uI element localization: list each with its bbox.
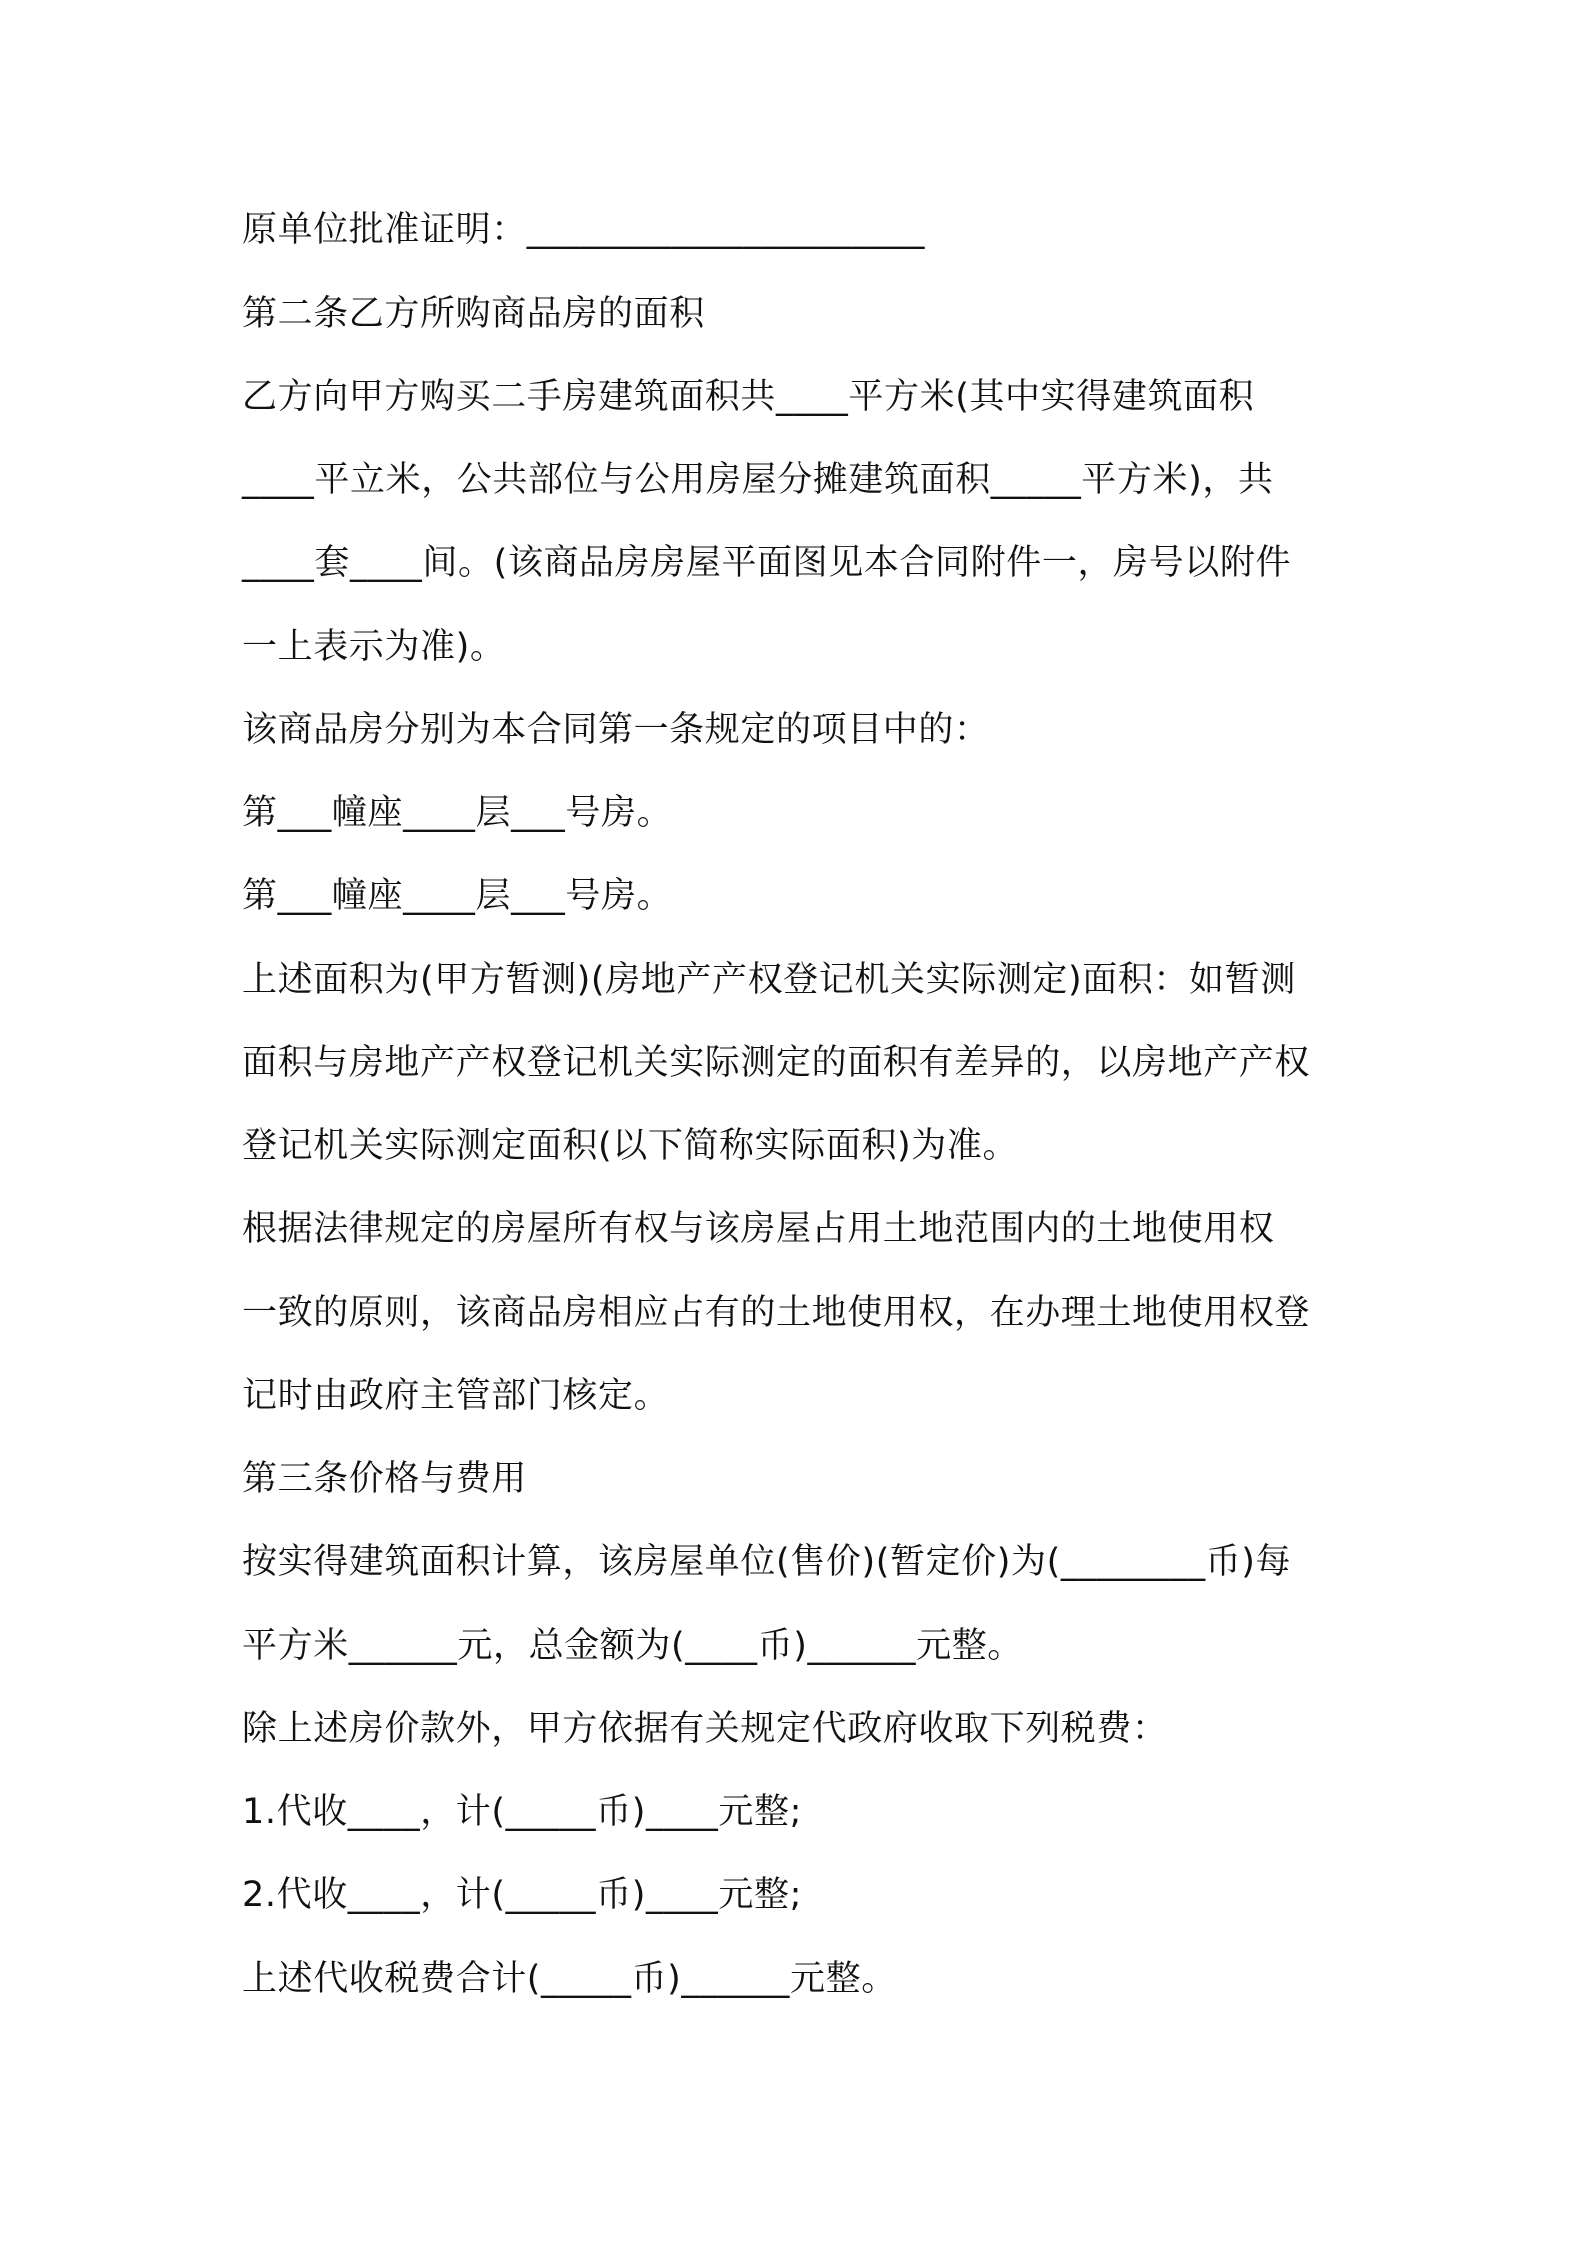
tax-total-line: 上述代收税费合计(_____币)______元整。	[242, 1959, 897, 1999]
price-line-2: 平方米______元，总金额为(____币)______元整。	[242, 1626, 1023, 1666]
article-two-heading: 第二条乙方所购商品房的面积	[242, 294, 705, 334]
measurement-line-1: 上述面积为(甲方暂测)(房地产产权登记机关实际测定)面积：如暂测	[242, 960, 1296, 1000]
tax-item-2: 2.代收____，计(_____币)____元整;	[242, 1875, 802, 1915]
project-intro-line: 该商品房分别为本合同第一条规定的项目中的：	[242, 710, 990, 750]
area-paragraph-line-1: 乙方向甲方购买二手房建筑面积共____平方米(其中实得建筑面积	[242, 377, 1255, 417]
tax-item-1: 1.代收____，计(_____币)____元整;	[242, 1792, 802, 1832]
approval-proof-line: 原单位批准证明：______________________	[242, 210, 926, 250]
article-three-heading: 第三条价格与费用	[242, 1459, 527, 1499]
unit-line-2: 第___幢座____层___号房。	[242, 876, 673, 916]
area-paragraph-line-4: 一上表示为准)。	[242, 627, 506, 667]
unit-line-1: 第___幢座____层___号房。	[242, 793, 673, 833]
area-paragraph-line-3: ____套____间。(该商品房房屋平面图见本合同附件一，房号以附件	[242, 543, 1292, 583]
measurement-line-3: 登记机关实际测定面积(以下简称实际面积)为准。	[242, 1126, 1019, 1166]
measurement-line-2: 面积与房地产产权登记机关实际测定的面积有差异的，以房地产产权	[242, 1043, 1311, 1083]
price-line-1: 按实得建筑面积计算，该房屋单位(售价)(暂定价)为(________币)每	[242, 1542, 1292, 1582]
tax-intro-line: 除上述房价款外，甲方依据有关规定代政府收取下列税费：	[242, 1709, 1168, 1749]
land-use-line-3: 记时由政府主管部门核定。	[242, 1376, 670, 1416]
land-use-line-1: 根据法律规定的房屋所有权与该房屋占用土地范围内的土地使用权	[242, 1209, 1275, 1249]
area-paragraph-line-2: ____平立米，公共部位与公用房屋分摊建筑面积_____平方米)，共	[242, 460, 1274, 500]
land-use-line-2: 一致的原则，该商品房相应占有的土地使用权，在办理土地使用权登	[242, 1293, 1311, 1333]
